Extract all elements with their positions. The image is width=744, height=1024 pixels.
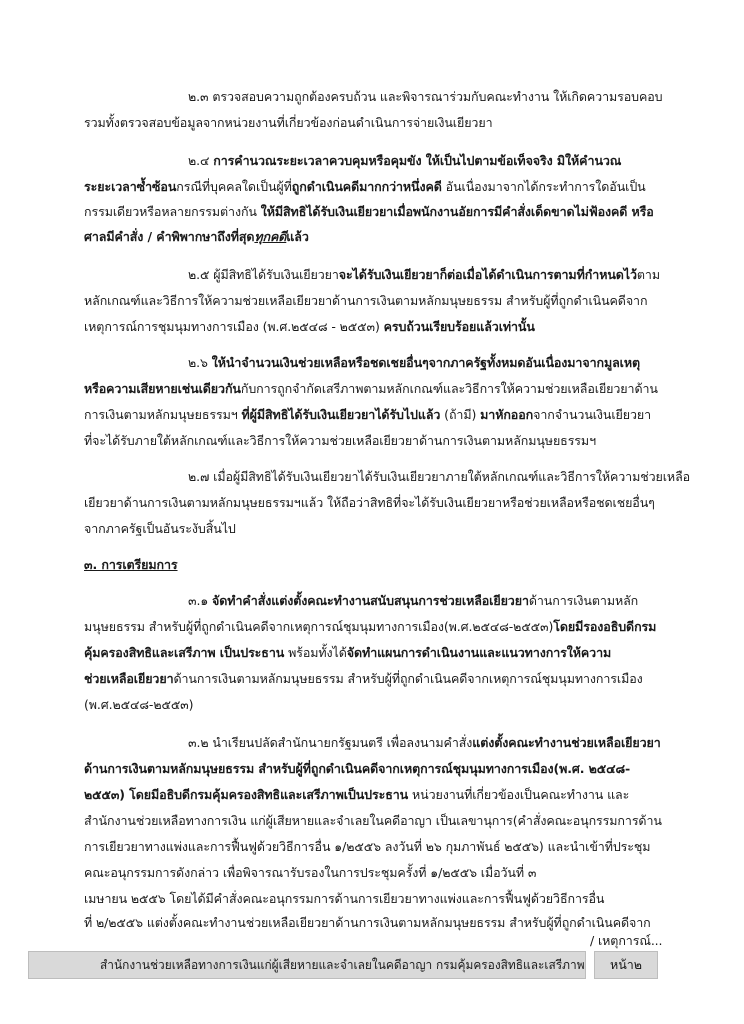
para-2-7-line-1: ๒.๗ เมื่อผู้มีสิทธิได้รับเงินเยียวยาได้รับเงินเยียวยาภายใต้หลักเกณฑ์และวิธีการให้ความช่วยเหลือ [188,469,691,484]
para-2-5-event: เหตุการณ์การชุมนุมทางการเมือง (พ.ศ.๒๕๔๘ - ๒๕๕๓) [84,319,384,334]
para-2-6-number: ๒.๖ [188,355,212,370]
footer-office: สำนักงานช่วยเหลือทางการเงินแก่ผู้เสียหายและจำเลยในคดีอาญา กรมคุ้มครองสิทธิและเสรีภาพ [100,957,585,972]
para-3-1-line-2 [84,618,656,636]
para-2-6-deduct: มาหักออก [480,407,534,422]
para-2-6-line-2 [84,380,658,398]
para-2-5-bold: จะได้รับเงินเยียวยาก็ต่อเมื่อได้ดำเนินการตามที่กำหนดไว้ [338,267,637,282]
para-2-5-text-end: ตาม [636,267,660,282]
para-2-4-bold-multi-case: ถูกดำเนินคดีมากกว่าหนึ่งคดี [291,179,442,194]
para-3-2-text: ๓.๒ นำเรียนปลัดสำนักนายกรัฐมนตรี เพื่อลงนามคำสั่ง [188,735,473,750]
para-2-4-every-case: ทุกคดี [254,229,287,244]
para-2-6-received: ได้รับไปแล้ว [375,407,441,422]
para-2-3-line-2: รวมทั้งตรวจสอบข้อมูลจากหน่วยงานที่เกี่ยวข้องก่อนดำเนินการจ่ายเงินเยียวยา [84,115,493,130]
para-2-4-number: ๒.๔ [188,153,214,168]
para-3-2-agencies: หน่วยงานที่เกี่ยวข้องเป็นคณะทำงาน และ [408,787,630,802]
para-2-6-bold: ให้นำจำนวนเงินช่วยเหลือหรือชดเชยอื่นๆจากภาครัฐทั้งหมดอันเนื่องมาจากมูลเหตุ [211,355,640,370]
para-3-1-assistance: ช่วยเหลือเยียวยา [84,671,174,686]
para-3-2-line-6: คณะอนุกรรมการดังกล่าว เพื่อพิจารณารับรองในการประชุมครั้งที่ ๑/๒๕๕๖ เมื่อวันที่ ๓ [84,865,537,880]
para-2-6-line-4: ที่จะได้รับภายใต้หลักเกณฑ์และวิธีการให้ความช่วยเหลือเยียวยาด้านการเงินตามหลักมนุษยธรรมฯ [84,433,596,448]
para-3-2-line-3 [84,786,629,804]
para-2-6-finance: การเงินตามหลักมนุษยธรรมฯ [84,407,242,422]
para-3-1-also: พร้อมทั้งได้ [284,645,347,660]
para-2-4-text-2: อันเนื่องมาจากได้กระทำการใดอันเป็น [441,179,646,194]
para-2-4-line-2 [84,178,646,196]
para-2-6-line-1 [188,354,640,372]
para-2-4-line-3 [84,203,654,221]
para-3-1-chair: คุ้มครองสิทธิและเสรีภาพ เป็นประธาน [84,645,285,660]
para-3-2-line-5: การเยียวยาทางแพ่งและการฟื้นฟูด้วยวิธีการอื่น ๑/๒๕๕๖ ลงวันที่ ๒๖ กุมภาพันธ์ ๒๕๕๖) และนำเข้าที่ประชุม [84,839,651,854]
para-3-1-plan: จัดทำแผนการดำเนินงานและแนวทางการให้ความ [346,645,612,660]
para-2-5-text: ๒.๕ ผู้มีสิทธิได้รับเงินเยียวยา [188,267,339,282]
para-2-4-bold-right: ให้มีสิทธิได้รับเงินเยียวยาเมื่อพนักงานอัยการมีคำสั่งเด็ดขาดไม่ฟ้องคดี หรือ [260,204,654,219]
para-2-5-line-3 [84,318,535,336]
para-2-5-complete: ครบถ้วนเรียบร้อยแล้วเท่านั้น [383,319,535,334]
para-2-4-bold-text: การคำนวณระยะเวลาควบคุมหรือคุมขัง ให้เป็นไปตามข้อเท็จจริง มิให้คำนวณ [213,153,622,168]
continuation-note: / เหตุการณ์... [590,933,663,948]
para-2-6-bold-2: หรือความเสียหายเช่นเดียวกัน [84,381,241,396]
para-3-1-number: ๓.๑ [188,593,213,608]
para-2-6-text: กับการถูกจำกัดเสรีภาพตามหลักเกณฑ์และวิธีการให้ความช่วยเหลือเยียวยาด้าน [240,381,658,396]
section-3-heading: ๓. การเตรียมการ [84,557,178,572]
footer-page-number: หน้า๒ [610,957,643,972]
para-3-1-line-5: (พ.ศ.๒๕๔๘-๒๕๕๓) [84,697,194,712]
para-3-2-line-7: เมษายน ๒๕๕๖ โดยได้มีคำสั่งคณะอนุกรรมการด้านการเยียวยาทางแพ่งและการฟื้นฟูด้วยวิธีการอื่น [84,891,605,906]
para-3-2-line-4: สำนักงานช่วยเหลือทางการเงิน แก่ผู้เสียหายและจำเลยในคดีอาญา เป็นเลขานุการ(คำสั่งคณะอนุกรรมการด้าน [84,813,662,828]
para-3-1-line-3 [84,644,611,662]
para-2-7-line-2: เยียวยาด้านการเงินตามหลักมนุษยธรรมฯแล้ว ให้ถือว่าสิทธิที่จะได้รับเงินเยียวยาหรือช่วยเหลือหรือชดเชยอื่นๆ [84,495,655,510]
para-2-5-line-1 [188,266,660,284]
para-2-6-from-amount: จากจำนวนเงินเยียวยา [533,407,652,422]
para-2-4-line-1 [188,152,621,170]
para-3-2-line-1 [188,734,661,752]
para-3-1-finance: ด้านการเงินตามหลักมนุษยธรรม สำหรับผู้ที่ถูกดำเนินคดีจากเหตุการณ์ชุมนุมทางการเมือง [173,671,643,686]
para-3-1-line-4 [84,670,643,688]
para-3-1-humanitarian: มนุษยธรรม สำหรับผู้ที่ถูกดำเนินคดีจากเหตุการณ์ชุมนุมทางการเมือง(พ.ศ.๒๕๔๘-๒๕๕๓) [84,619,554,634]
para-2-4-already: แล้ว [286,229,309,244]
para-3-2-line-8: ที่ ๒/๒๕๕๖ แต่งตั้งคณะทำงานช่วยเหลือเยียวยาด้านการเงินตามหลักมนุษยธรรม สำหรับผู้ที่ถูกดำเนินคดีจาก [84,915,651,930]
para-2-5-line-2: หลักเกณฑ์และวิธีการให้ความช่วยเหลือเยียวยาด้านการเงินตามหลักมนุษยธรรม สำหรับผู้ที่ถูกดำเนินคดีจาก [84,293,648,308]
para-2-6-if-any: (ถ้ามี) [440,407,481,422]
para-3-1-deputy: โดยมีรองอธิบดีกรม [553,619,657,634]
para-2-6-line-3 [84,406,651,424]
para-2-4-bold-duplicate: ระยะเวลาซ้ำซ้อน [84,179,177,194]
para-2-4-text-3: กรรมเดียวหรือหลายกรรมต่างกัน [84,204,261,219]
para-2-4-line-4 [84,228,309,246]
para-2-6-entitled: ที่ผู้มีสิทธิได้รับเงินเยียวยา [241,407,376,422]
para-3-2-chair: ๒๕๕๓) โดยมีอธิบดีกรมคุ้มครองสิทธิและเสรีภาพเป็นประธาน [84,787,409,802]
para-2-3-line-1: ๒.๓ ตรวจสอบความถูกต้องครบถ้วน และพิจารณาร่วมกับคณะทำงาน ให้เกิดความรอบคอบ [188,89,663,104]
para-3-2-bold: แต่งตั้งคณะทำงานช่วยเหลือเยียวยา [472,735,661,750]
para-2-7-line-3: จากภาครัฐเป็นอันระงับสิ้นไป [84,521,236,536]
para-2-4-court-order: ศาลมีคำสั่ง / คำพิพากษาถึงที่สุด [84,229,255,244]
para-3-1-line-1 [188,592,638,610]
para-2-4-text: กรณีที่บุคคลใดเป็นผู้ที่ [176,179,292,194]
para-3-2-line-2: ด้านการเงินตามหลักมนุษยธรรม สำหรับผู้ที่ถูกดำเนินคดีจากเหตุการณ์ชุมนุมทางการเมือง(พ.ศ. ๒๕๔๘- [84,761,631,776]
para-3-1-text: ด้านการเงินตามหลัก [528,593,639,608]
para-3-1-bold: จัดทำคำสั่งแต่งตั้งคณะทำงานสนับสนุนการช่วยเหลือเยียวยา [212,593,529,608]
